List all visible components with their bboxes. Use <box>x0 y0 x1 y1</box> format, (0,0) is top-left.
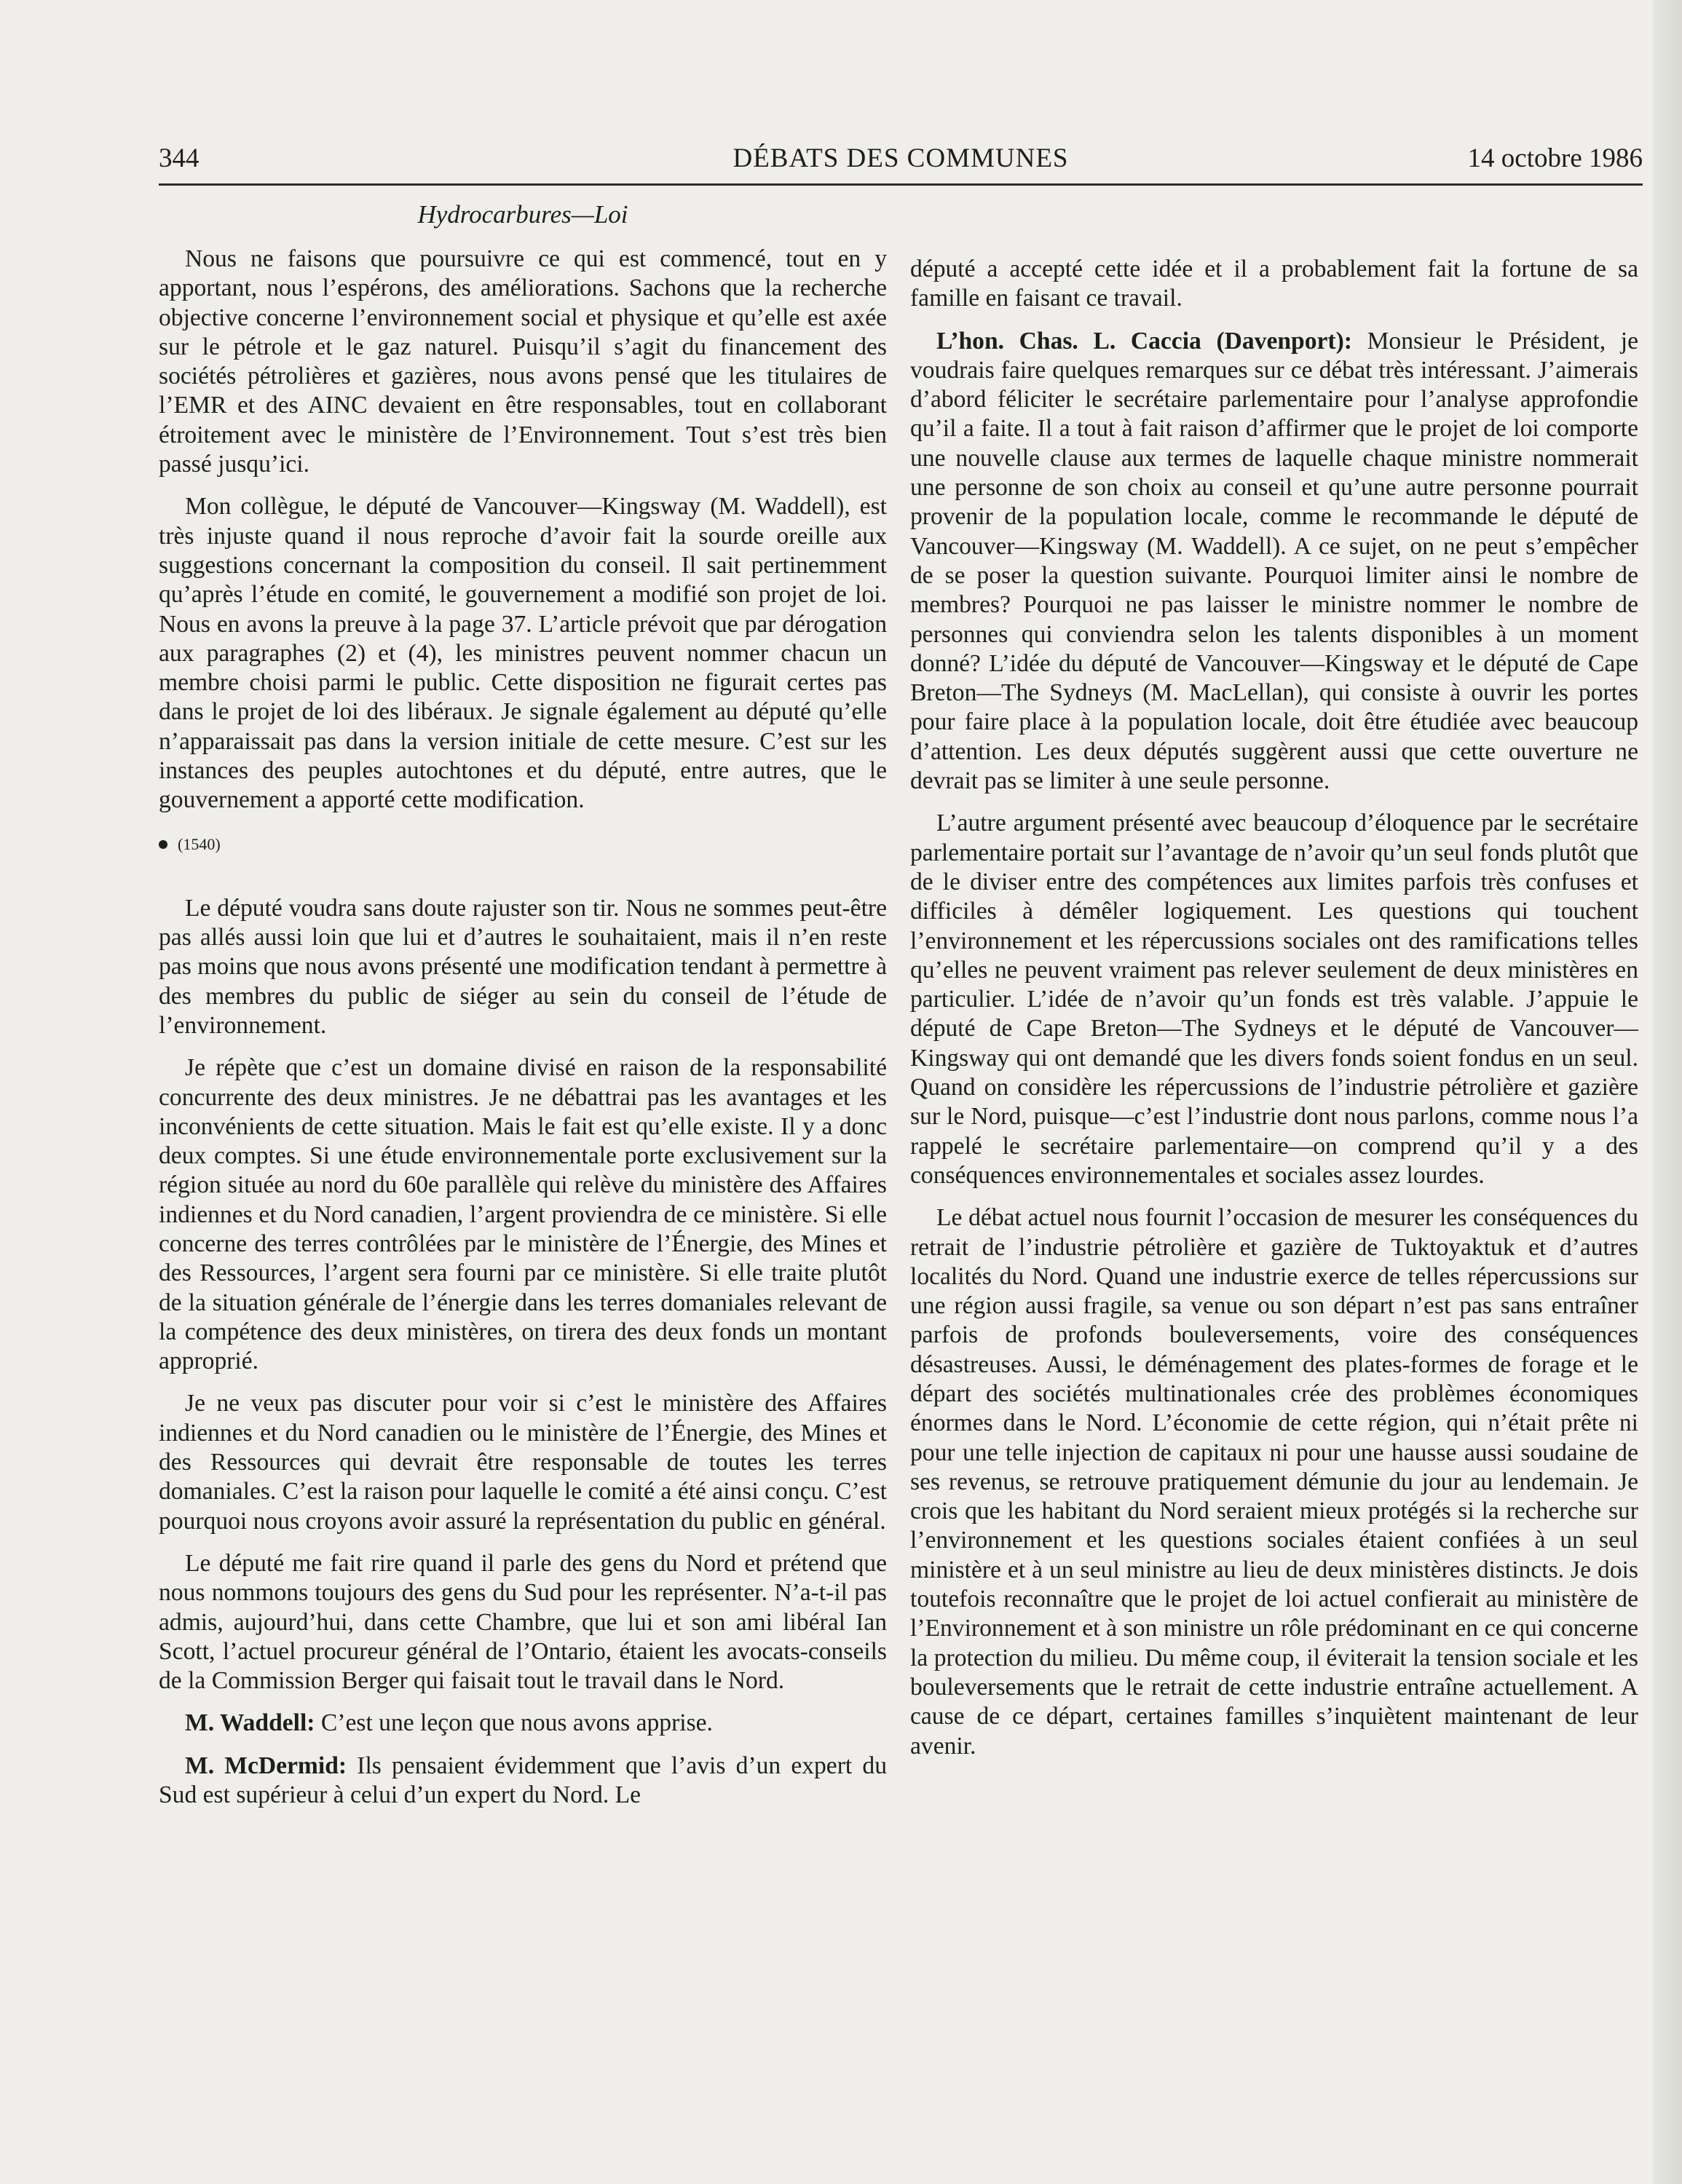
paragraph: Le député me fait rire quand il parle des gens du Nord et prétend que nous nommons toujours des gens du Sud pour les représenter. N’a-t-il pas admis, aujourd’hui, dans cette Chambre, que lui et son ami libéral Ian Scott, l’actuel procureur général de l’Ontario, étaient les avocats-conseils de la Commission Berger qui faisait tout le travail dans le Nord. <box>159 1549 887 1695</box>
right-column <box>910 255 1638 1774</box>
speaker-name: M. Waddell: <box>185 1709 315 1737</box>
paragraph: Je répète que c’est un domaine divisé en raison de la responsabilité concurrente des deux ministres. Je ne débattrai pas les avantages et les inconvénients de cette situation. Mais le fait est qu’elle existe. Il y a donc deux comptes. Si une étude environnementale porte exclusivement sur la région située au nord du 60e parallèle qui relève du ministère des Affaires indiennes et du Nord canadien, l’argent proviendra de ce ministère. Si elle concerne des terres contrôlées par le ministère de l’Énergie, des Mines et des Ressources, l’argent sera fourni par ce ministère. Si elle traite plutôt de la situation générale de l’énergie dans les terres domaniales relevant de la compétence des deux ministères, on tirera des deux fonds un montant approprié. <box>159 1054 887 1375</box>
bullet-icon <box>159 840 167 849</box>
paragraph: Le député voudra sans doute rajuster son tir. Nous ne sommes peut-être pas allés aussi loin que lui et d’autres le souhaitaient, mais il n’en reste pas moins que nous avons présenté une modification tendant à permettre à des membres du public de siéger au sein du conseil de l’étude de l’environnement. <box>159 894 887 1039</box>
paragraph: Je ne veux pas discuter pour voir si c’est le ministère des Affaires indiennes et du Nord canadien ou le ministère de l’Énergie, des Mines et des Ressources qui devrait être responsable de toutes les terres domaniales. C’est la raison pour laquelle le comité a été ainsi conçu. C’est pourquoi nous croyons avoir assuré la représentation du public en général. <box>159 1390 887 1535</box>
speech-text: Monsieur le Président, je voudrais faire quelques remarques sur ce débat très intéressant. J’aimerais d’abord féliciter le secrétaire parlementaire pour l’analyse approfondie qu’il a faite. Il a tout à fait raison d’affirmer que le projet de loi comporte une nouvelle clause aux termes de laquelle chaque ministre nommerait une personne de son choix au conseil et qu’une autre personne pourrait provenir de la population locale, comme le recommande le député de Vancouver—Kingsway (M. Waddell). A ce sujet, on ne peut s’empêcher de se poser la question suivante. Pourquoi limiter ainsi le nombre de membres? Pourquoi ne pas laisser le ministre nommer le nombre de personnes qui conviendra selon les talents disponibles à un moment donné? L’idée du député de Vancouver—Kingsway et le député de Cape Breton—The Sydneys (M. MacLellan), qui consiste à ouvrir les portes pour faire place à la population locale, doit être étudiée avec beaucoup d’attention. Les deux députés suggèrent aussi que cette ouverture ne devrait pas se limiter à une seule personne. <box>910 327 1638 795</box>
page-header <box>159 143 1643 178</box>
speaker-name: M. McDermid: <box>185 1752 347 1779</box>
time-marker-row <box>159 828 887 859</box>
header-rule <box>159 183 1643 186</box>
paragraph: Nous ne faisons que poursuivre ce qui est commencé, tout en y apportant, nous l’espérons, des améliorations. Sachons que la recherche objective concerne l’environnement social et physique et qu’elle est axée sur le pétrole et le gaz naturel. Puisqu’il s’agit du financement des sociétés pétrolières et gazières, nous avons pensé que les titulaires de l’EMR et des AINC devaient en être responsables, tout en collaborant étroitement avec le ministère de l’Environnement. Tout s’est très bien passé jusqu’ici. <box>159 245 887 478</box>
page-edge <box>1653 0 1682 2184</box>
time-marker: (1540) <box>178 834 221 853</box>
paragraph: député a accepté cette idée et il a probablement fait la fortune de sa famille en faisant ce travail. <box>910 256 1638 312</box>
page-date: 14 octobre 1986 <box>1467 143 1643 173</box>
paragraph: Mon collègue, le député de Vancouver—Kingsway (M. Waddell), est très injuste quand il nous reproche d’avoir fait la sourde oreille aux suggestions concernant la composition du conseil. Il sait pertinemment qu’après l’étude en comité, le gouvernement a modifié son projet de loi. Nous en avons la preuve à la page 37. L’article prévoit que par dérogation aux paragraphes (2) et (4), les ministres peuvent nommer chacun un membre choisi parmi le public. Cette disposition ne figurait certes pas dans le projet de loi des libéraux. Je signale également au député qu’elle n’apparaissait pas dans la version initiale de cette mesure. C’est sur les instances des peuples autochtones et du député, entre autres, que le gouvernement a apporté cette modification. <box>159 493 887 814</box>
paragraph: Le débat actuel nous fournit l’occasion de mesurer les conséquences du retrait de l’industrie pétrolière et gazière de Tuktoyaktuk et d’autres localités du Nord. Quand une industrie exerce de telles répercussions sur une région aussi fragile, sa venue ou son départ n’est pas sans entraîner parfois de profonds bouleversements, voire des conséquences désastreuses. Aussi, le déménagement des plates-formes de forage et le départ des sociétés multinationales crée des problèmes économiques énormes dans le Nord. L’économie de cette région, qui n’était prête ni pour une telle injection de capitaux ni pour une hausse aussi soudaine de ses revenus, se retrouve pratiquement démunie du jour au lendemain. Je crois que les habitant du Nord seraient mieux protégés si la recherche sur l’environnement et les questions sociales étaient confiées à un seul ministère et à un seul ministre au lieu de deux ministères distincts. Je dois toutefois reconnaître que le projet de loi actuel confierait au ministère de l’Environnement et à son ministre un rôle prédominant en ce qui concerne la protection du milieu. Du même coup, il éviterait la tension sociale et les bouleversements que le retrait de cette industrie entraîne actuellement. A cause de ce départ, certaines familles s’inquiètent maintenant de leur avenir. <box>910 1204 1638 1760</box>
section-subhead: Hydrocarbures—Loi <box>417 200 628 229</box>
exchange-paragraph <box>159 1752 887 1811</box>
left-column <box>159 245 887 1823</box>
speech-text: Ils pensaient évidemment que l’avis d’un expert du Sud est supérieur à celui d’un expert du Nord. Le <box>159 1752 887 1809</box>
page-number: 344 <box>159 143 200 173</box>
publication-title: DÉBATS DES COMMUNES <box>733 143 1069 173</box>
speech-paragraph <box>910 327 1638 796</box>
speech-text: C’est une leçon que nous avons apprise. <box>320 1709 713 1737</box>
paragraph: L’autre argument présenté avec beaucoup d’éloquence par le secrétaire parlementaire portait sur l’avantage de n’avoir qu’un seul fonds plutôt que de le diviser entre des compétences aux limites parfois très confuses et difficiles à démêler logiquement. Les questions qui touchent l’environnement et les répercussions sociales ont des ramifications telles qu’elles ne peuvent vraiment pas relever seulement de deux ministères en particulier. L’idée de n’avoir qu’un fonds est très valable. J’appuie le député de Cape Breton—The Sydneys et le député de Vancouver—Kingsway qui ont demandé que les divers fonds soient fondus en un seul. Quand on considère les répercussions de l’industrie pétrolière et gazière sur le Nord, puisque—c’est l’industrie dont nous parlons, comme nous l’a rappelé le secrétaire parlementaire—on comprend qu’il y a des conséquences environnementales et sociales assez lourdes. <box>910 810 1638 1189</box>
exchange-paragraph <box>159 1709 887 1738</box>
speaker-name: L’hon. Chas. L. Caccia (Davenport): <box>936 327 1352 355</box>
